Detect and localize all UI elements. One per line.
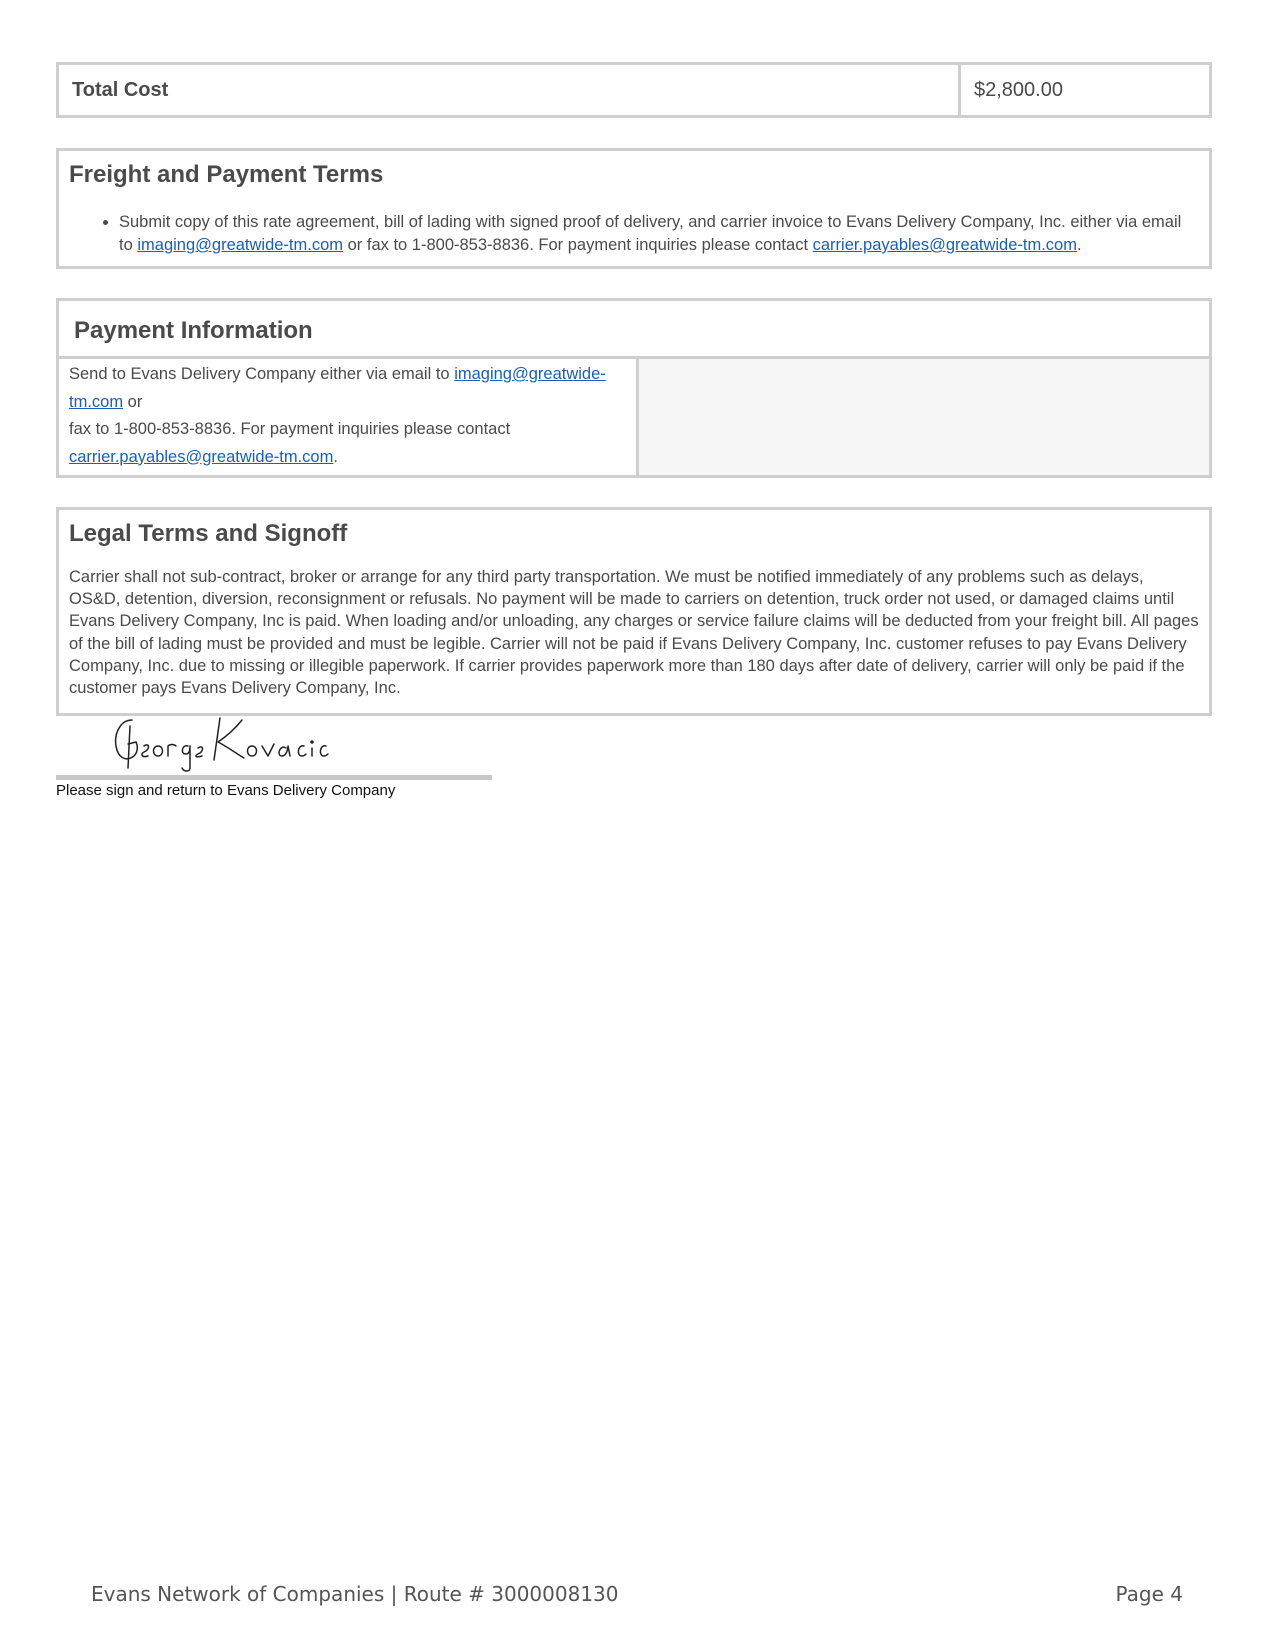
payment-text-or: or	[123, 392, 143, 411]
total-cost-label: Total Cost	[59, 65, 961, 115]
freight-terms-text-pre: Submit copy of this rate agreement, bill of lading with signed proof of delivery, and carrier invoice to Evans Delivery Company, Inc. either via email to	[119, 213, 1182, 254]
payment-text-end: .	[333, 447, 338, 466]
payment-payables-email-link[interactable]: carrier.payables@greatwide-tm.com	[69, 447, 334, 466]
freight-terms-list	[69, 211, 1199, 257]
payment-information-title: Payment Information	[74, 317, 313, 344]
payment-text-fax: fax to 1-800-853-8836. For payment inquiries please contact	[69, 420, 511, 438]
legal-terms-section	[56, 507, 1212, 716]
freight-terms-text-end: .	[1076, 236, 1082, 254]
footer-route: Evans Network of Companies | Route # 3000008130	[91, 1582, 619, 1606]
payment-text-pre: Send to Evans Delivery Company either via email to	[69, 365, 455, 383]
payment-information-section	[56, 298, 1212, 478]
signature-line	[56, 775, 492, 780]
handwritten-signature	[110, 712, 340, 792]
payment-information-text	[59, 359, 639, 475]
legal-terms-title: Legal Terms and Signoff	[69, 520, 348, 547]
legal-terms-body: Carrier shall not sub-contract, broker or arrange for any third party transportation. We must be notified immediately of any problems such as delays, OS&D, detention, diversion, reconsignment or refusals. No payment will be made to carriers on detention, truck order not used, or damaged claims until Evans Delivery Company, Inc is paid. When loading and/or unloading, any charges or service failure claims will be deducted from your freight bill. All pages of the bill of lading must be provided and must be legible. Carrier will not be paid if Evans Delivery Company, Inc. customer refuses to pay Evans Delivery Company, Inc. due to missing or illegible paperwork. If carrier provides paperwork more than 180 days after date of delivery, carrier will only be paid if the customer pays Evans Delivery Company, Inc.	[69, 568, 1199, 698]
freight-terms-item	[119, 211, 1199, 257]
freight-terms-title: Freight and Payment Terms	[69, 161, 384, 188]
payables-email-link[interactable]: carrier.payables@greatwide-tm.com	[812, 236, 1077, 254]
payment-imaging-email-link[interactable]: imaging@greatwide-tm.com	[69, 365, 606, 411]
total-cost-value: $2,800.00	[974, 79, 1063, 101]
signature-instruction: Please sign and return to Evans Delivery Company	[56, 782, 396, 799]
freight-terms-text-mid: or fax to 1-800-853-8836. For payment inquiries please contact	[343, 236, 813, 254]
total-cost-table	[56, 62, 1212, 118]
freight-terms-section	[56, 148, 1212, 269]
payment-information-empty-cell	[639, 359, 1209, 475]
imaging-email-link[interactable]: imaging@greatwide-tm.com	[137, 236, 344, 254]
footer-page-number: Page 4	[1115, 1582, 1183, 1606]
